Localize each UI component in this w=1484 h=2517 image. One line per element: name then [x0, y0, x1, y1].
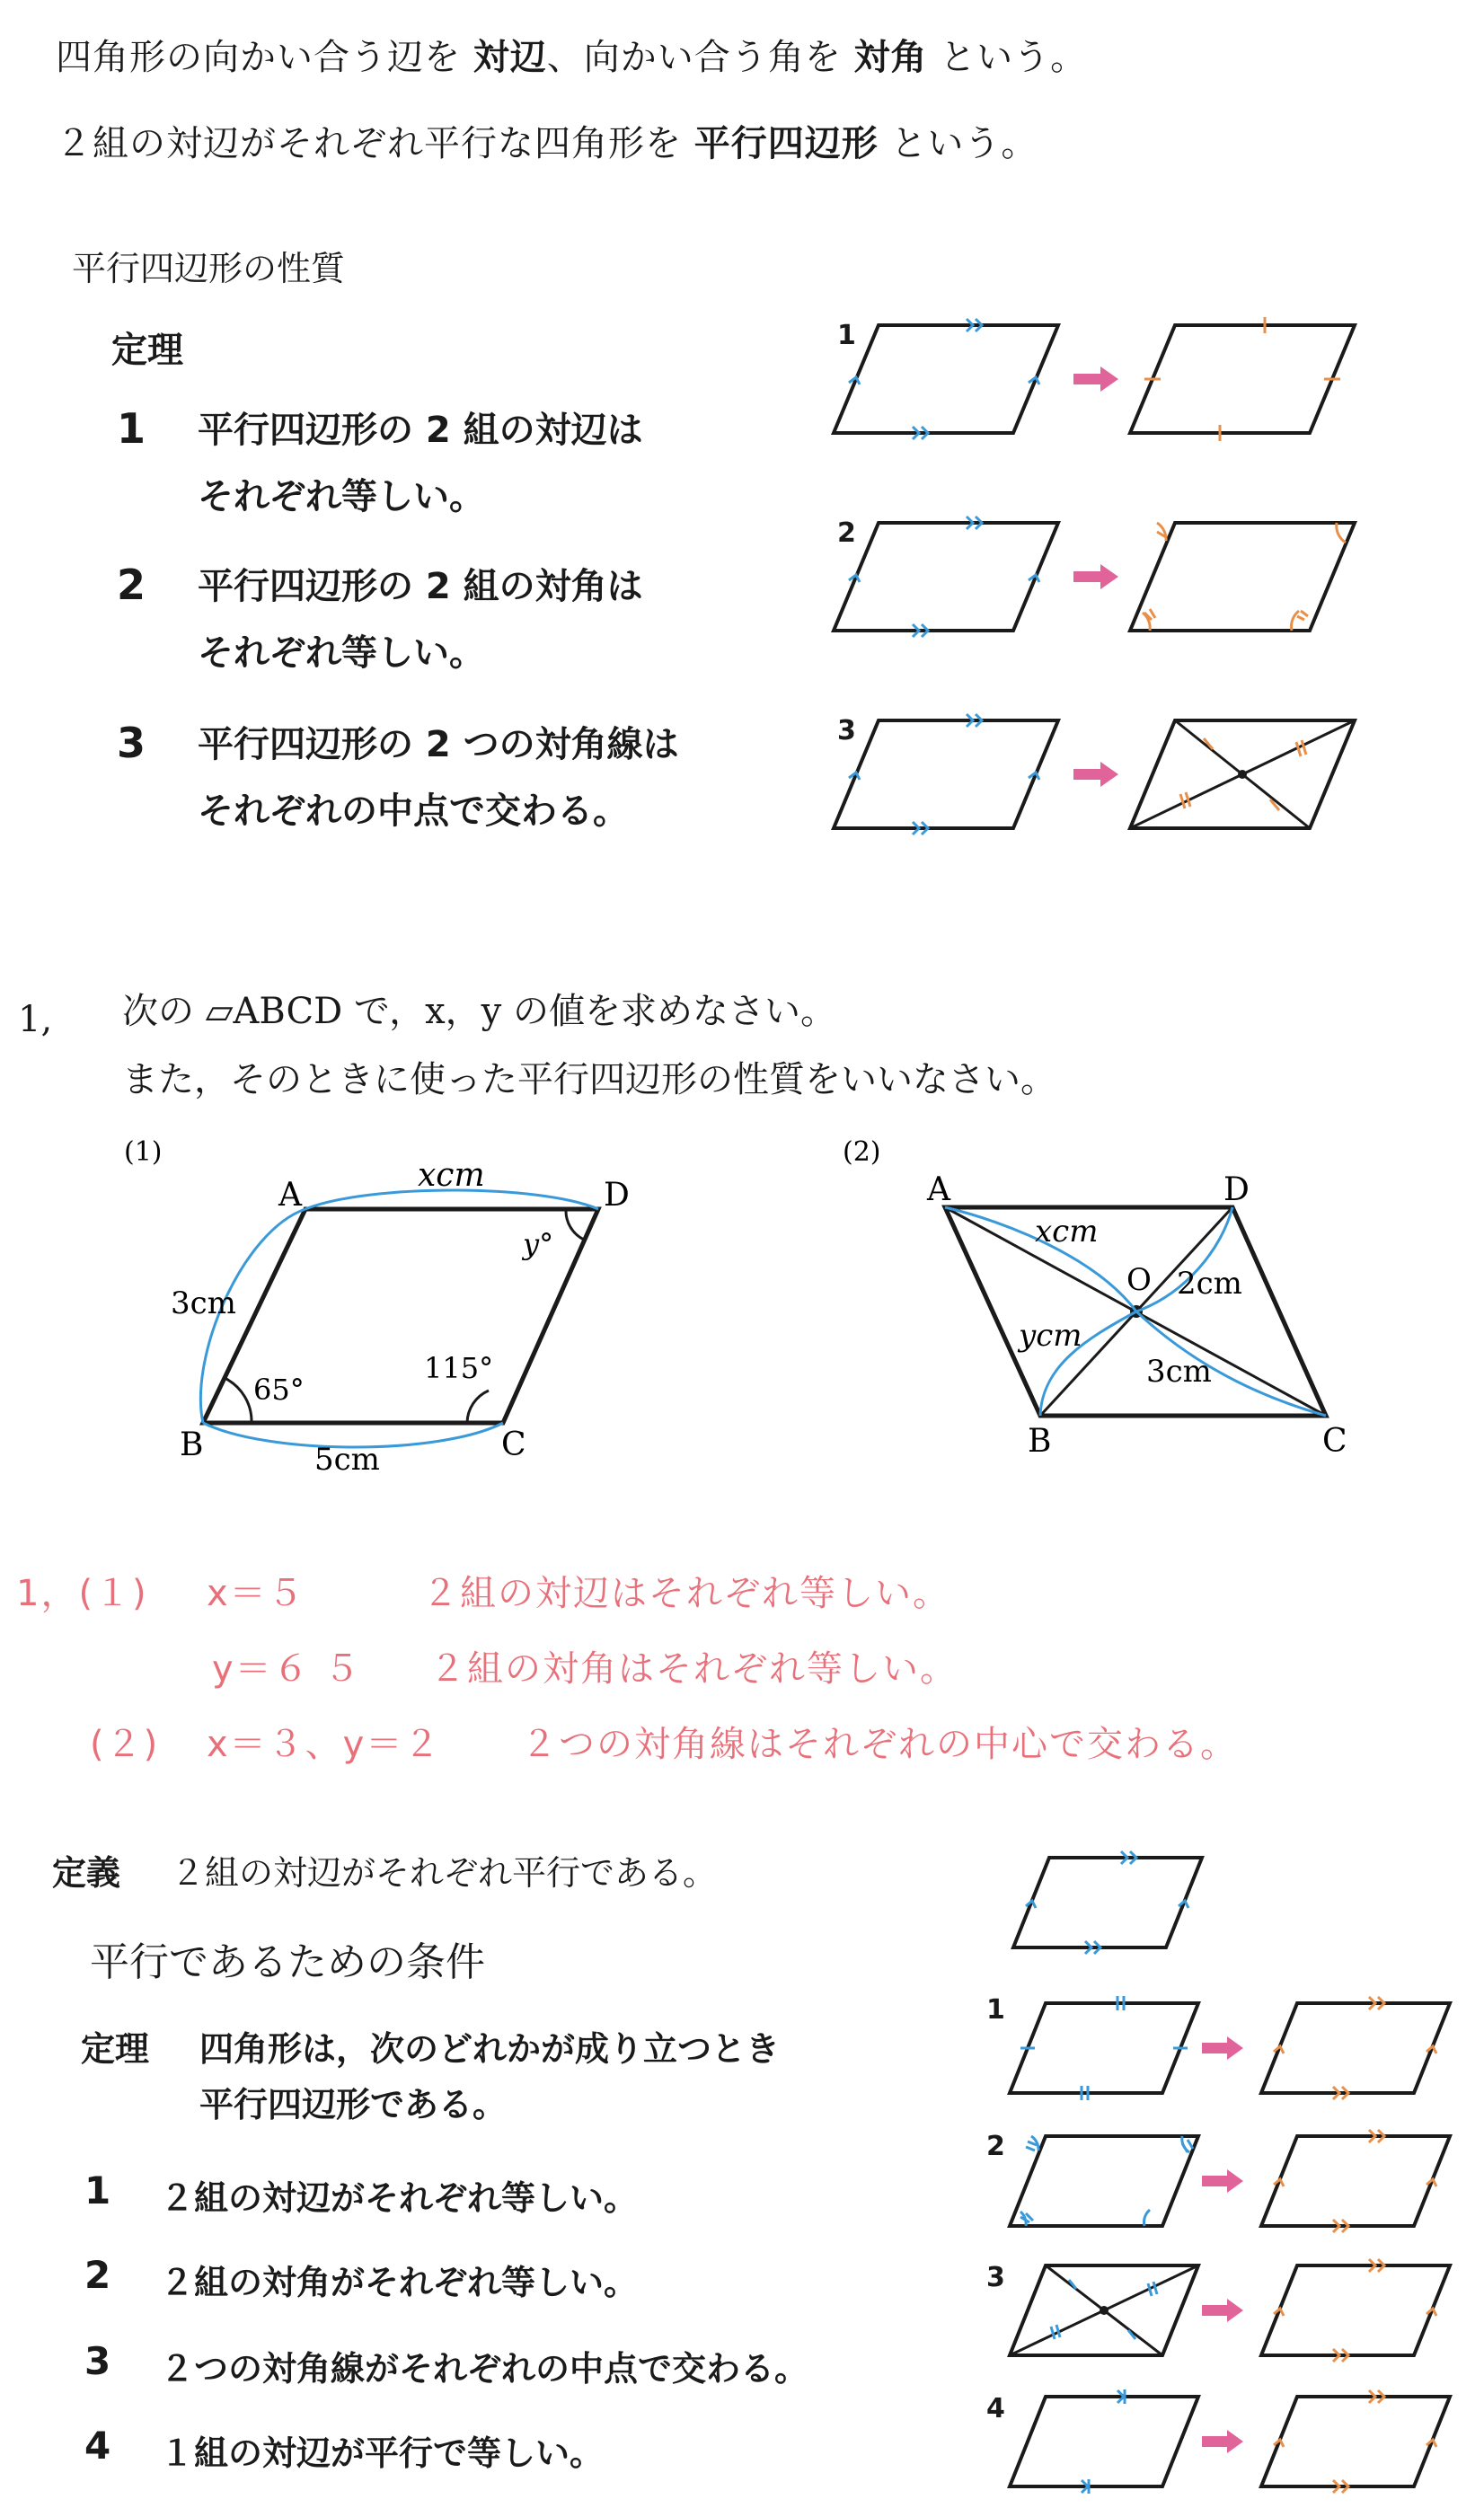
figure-number: 4: [986, 2393, 1005, 2424]
svg-text:65°: 65°: [253, 1373, 305, 1407]
svg-text:3cm: 3cm: [171, 1285, 236, 1321]
definition-label: 定義: [52, 1853, 121, 1893]
conditions-heading: 平行であるための条件: [90, 1939, 485, 1985]
svg-text:3cm: 3cm: [1146, 1354, 1212, 1390]
figure-number: 2: [986, 2131, 1005, 2162]
answer-3-reason: ２つの対角線はそれぞれの中心で交わる。: [521, 1724, 1238, 1765]
theorem-item-number: 3: [117, 719, 146, 767]
conditions-figures: [0, 1797, 1484, 2515]
condition-number: 1: [84, 2168, 111, 2212]
theorem-item-3: 平行四辺形の 2 つの対角線は それぞれの中点で交わる。: [198, 724, 679, 832]
definition-text: ２組の対辺がそれぞれ平行である。: [171, 1853, 718, 1893]
question-line-1: 次の ▱ABCD で，x，y の値を求めなさい。: [122, 991, 836, 1032]
svg-text:115°: 115°: [424, 1351, 494, 1385]
answer-2-reason: ２組の対角はそれぞれ等しい。: [429, 1648, 958, 1690]
conditions-theorem-text: 四角形は，次のどれかが成り立つとき 平行四辺形である。: [199, 2029, 781, 2124]
figure-1: [108, 1123, 683, 1482]
figure-2: [826, 1123, 1383, 1482]
answer-1-expr: x＝５: [207, 1573, 305, 1614]
answer-1-reason: ２組の対辺はそれぞれ等しい。: [422, 1573, 950, 1614]
answer-3-prefix: (２): [90, 1724, 160, 1765]
condition-number: 3: [84, 2339, 111, 2383]
question-number: 1,: [18, 999, 53, 1040]
intro-line-2: ２組の対辺がそれぞれ平行な四角形を 平行四辺形 という。: [56, 123, 1038, 164]
theorem-item-number: 1: [117, 404, 146, 453]
svg-text:5cm: 5cm: [314, 1442, 380, 1478]
condition-item-3: ２つの対角線がそれぞれの中点で交わる。: [160, 2349, 809, 2389]
condition-number: 2: [84, 2253, 111, 2297]
condition-item-4: １組の対辺が平行で等しい。: [160, 2433, 605, 2473]
svg-text:xcm: xcm: [418, 1157, 485, 1194]
answer-3-expr: x＝３、y＝２: [207, 1724, 442, 1765]
svg-text:O: O: [1126, 1262, 1152, 1298]
question-line-2: また，そのときに使った平行四辺形の性質をいいなさい。: [122, 1059, 1056, 1100]
figure-number: 3: [837, 715, 856, 746]
figure-number: 1: [986, 1994, 1005, 2026]
svg-text:D: D: [604, 1177, 630, 1214]
figure-number: 2: [837, 517, 856, 549]
figure-number: 1: [837, 320, 856, 351]
answer-2-expr: y＝６ ５: [212, 1648, 362, 1690]
svg-text:xcm: xcm: [1035, 1214, 1099, 1250]
svg-text:(2): (2): [843, 1136, 881, 1168]
svg-text:C: C: [501, 1426, 526, 1463]
intro-line-1: 四角形の向かい合う辺を 対辺、向かい合う角を 対角 という。: [56, 37, 1088, 78]
answer-1-prefix: 1，(１): [16, 1573, 148, 1614]
theorem-item-number: 2: [117, 561, 146, 609]
svg-text:2cm: 2cm: [1177, 1266, 1242, 1302]
svg-text:D: D: [1223, 1171, 1250, 1208]
conditions-theorem-label: 定理: [81, 2029, 150, 2069]
condition-item-2: ２組の対角がそれぞれ等しい。: [160, 2263, 639, 2302]
condition-item-1: ２組の対辺がそれぞれ等しい。: [160, 2178, 639, 2218]
svg-text:ycm: ycm: [1019, 1318, 1082, 1354]
svg-text:y°: y°: [523, 1227, 554, 1261]
svg-text:B: B: [1028, 1423, 1052, 1460]
arrow-icon: [1073, 367, 1118, 392]
properties-heading: 平行四辺形の性質: [72, 249, 346, 288]
theorem-item-2: 平行四辺形の 2 組の対角は それぞれ等しい。: [198, 566, 643, 674]
svg-text:(1): (1): [124, 1136, 163, 1168]
svg-text:B: B: [180, 1426, 204, 1463]
svg-text:A: A: [278, 1177, 302, 1214]
properties-figures: [0, 0, 1484, 898]
theorem-item-1: 平行四辺形の 2 組の対辺は それぞれ等しい。: [198, 410, 643, 517]
condition-number: 4: [84, 2424, 111, 2468]
theorem-label: 定理: [111, 330, 183, 371]
svg-text:A: A: [927, 1171, 950, 1208]
svg-text:C: C: [1322, 1423, 1347, 1460]
figure-number: 3: [986, 2262, 1005, 2293]
